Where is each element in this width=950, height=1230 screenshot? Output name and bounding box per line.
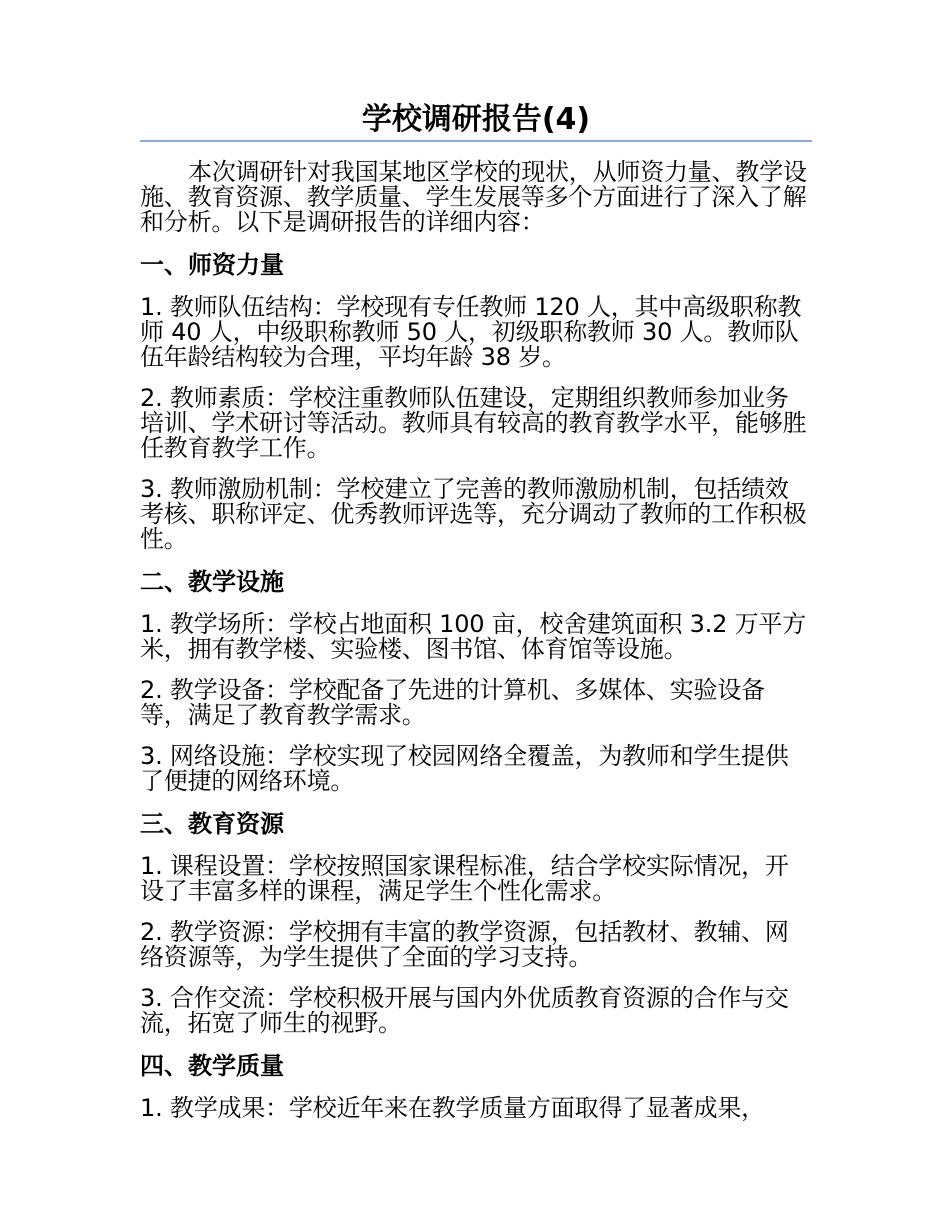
intro-paragraph: 本次调研针对我国某地区学校的现状，从师资力量、教学设施、教育资源、教学质量、学生发展等多个方面进行了深入了解和分析。以下是调研报告的详细内容： — [140, 158, 807, 236]
section-1-item-1: 1. 教师队伍结构：学校现有专任教师 120 人，其中高级职称教师 40 人，中级职称教师 50 人，初级职称教师 30 人。教师队伍年龄结构较为合理，平均年龄 38 岁。 — [140, 293, 802, 371]
section-heading-4: 四、教学质量 — [140, 1052, 284, 1080]
section-heading-3: 三、教育资源 — [140, 810, 284, 838]
section-3-item-3: 3. 合作交流：学校积极开展与国内外优质教育资源的合作与交流，拓宽了师生的视野。 — [140, 984, 789, 1037]
section-4-item-1: 1. 教学成果：学校近年来在教学质量方面取得了显著成果， — [140, 1094, 765, 1122]
section-heading-2: 二、教学设施 — [140, 568, 284, 596]
section-3-item-1: 1. 课程设置：学校按照国家课程标准，结合学校实际情况，开设了丰富多样的课程，满足学生个性化需求。 — [140, 852, 789, 905]
document-title: 学校调研报告(4) — [140, 100, 812, 142]
document-page — [140, 100, 812, 1121]
section-1-item-2: 2. 教师素质：学校注重教师队伍建设，定期组织教师参加业务培训、学术研讨等活动。教师具有较高的教育教学水平，能够胜任教育教学工作。 — [140, 384, 807, 462]
section-2-item-2: 2. 教学设备：学校配备了先进的计算机、多媒体、实验设备等，满足了教育教学需求。 — [140, 676, 765, 729]
section-1-item-3: 3. 教师激励机制：学校建立了完善的教师激励机制，包括绩效考核、职称评定、优秀教师评选等，充分调动了教师的工作积极性。 — [140, 475, 807, 553]
section-2-item-3: 3. 网络设施：学校实现了校园网络全覆盖，为教师和学生提供了便捷的网络环境。 — [140, 742, 789, 795]
section-2-item-1: 1. 教学场所：学校占地面积 100 亩，校舍建筑面积 3.2 万平方米，拥有教学楼、实验楼、图书馆、体育馆等设施。 — [140, 610, 807, 663]
section-3-item-2: 2. 教学资源：学校拥有丰富的教学资源，包括教材、教辅、网络资源等，为学生提供了全面的学习支持。 — [140, 918, 789, 971]
section-heading-1: 一、师资力量 — [140, 251, 284, 279]
